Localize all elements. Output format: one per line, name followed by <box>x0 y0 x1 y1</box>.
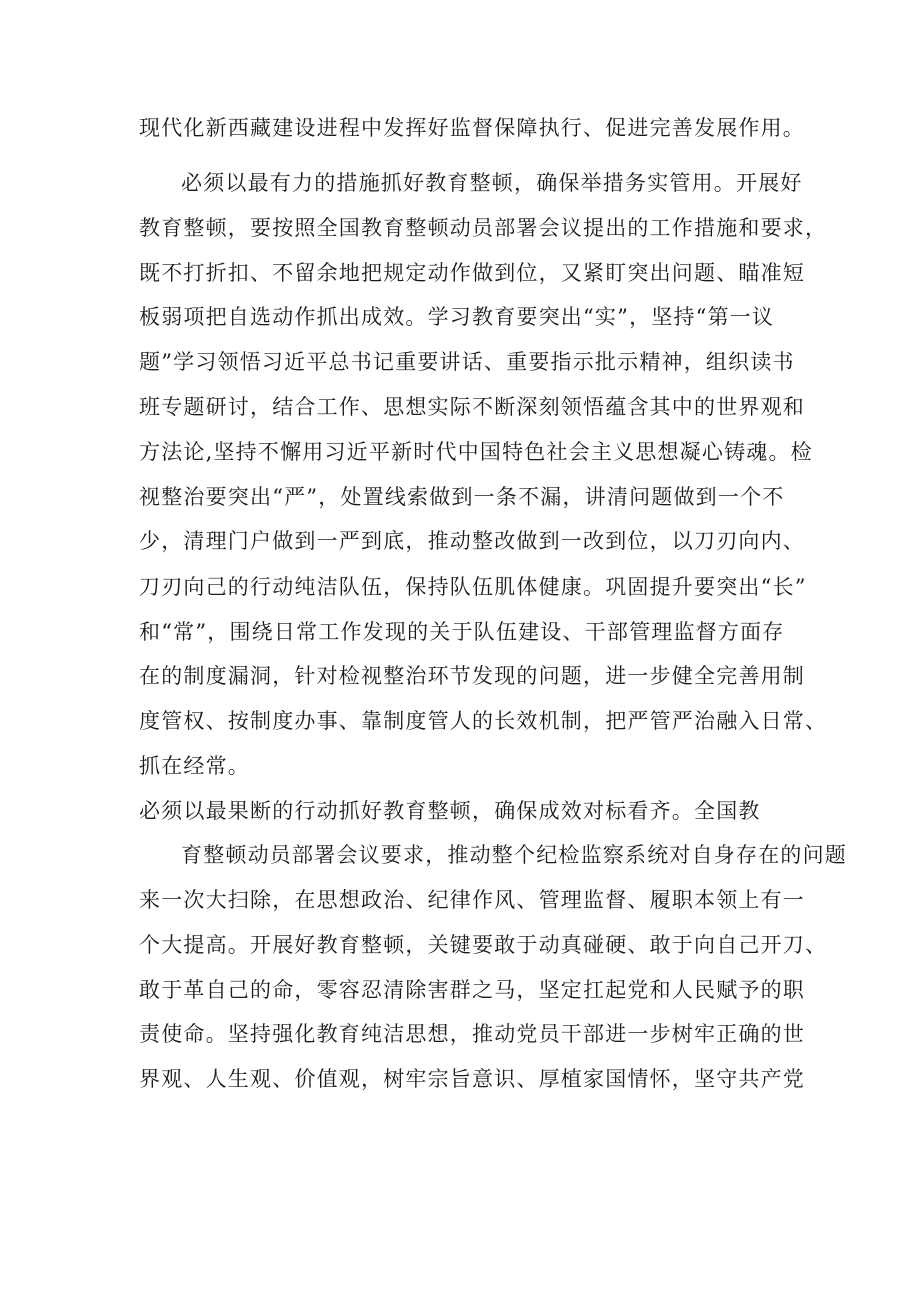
text-line: 责使命。坚持强化教育纯洁思想，推动党员干部进一步树牢正确的世 <box>139 1022 805 1046</box>
text-line: 视整治要突出“严”，处置线索做到一条不漏，讲清问题做到一个不 <box>139 485 785 509</box>
text-line: 必须以最果断的行动抓好教育整顿，确保成效对标看齐。全国教 <box>139 799 761 823</box>
text-line: 教育整顿，要按照全国教育整顿动员部署会议提出的工作措施和要求， <box>139 216 828 240</box>
text-line: 刀刃向己的行动纯洁队伍，保持队伍肌体健康。巩固提升要突出“长” <box>139 575 807 599</box>
text-line: 抓在经常。 <box>139 754 250 778</box>
text-line: 度管权、按制度办事、靠制度管人的长效机制，把严管严治融入日常、 <box>139 709 828 733</box>
text-line: 少，清理门户做到一严到底，推动整改做到一改到位，以刀刃向内、 <box>139 529 805 553</box>
text-line: 敢于革自己的命，零容忍清除害群之马，坚定扛起党和人民赋予的职 <box>139 978 805 1002</box>
text-line: 界观、人生观、价值观，树牢宗旨意识、厚植家国情怀，坚守共产党 <box>139 1067 805 1091</box>
text-line: 题”学习领悟习近平总书记重要讲话、重要指示批示精神，组织读书 <box>139 350 795 374</box>
text-line: 班专题研讨，结合工作、思想实际不断深刻领悟蕴含其中的世界观和 <box>139 395 805 419</box>
text-line: 在的制度漏洞，针对检视整治环节发现的问题，进一步健全完善用制 <box>139 664 805 688</box>
paragraph-start-line: 育整顿动员部署会议要求，推动整个纪检监察系统对自身存在的问题 <box>181 843 847 867</box>
text-line: 现代化新西藏建设进程中发挥好监督保障执行、促进完善发展作用。 <box>139 116 805 140</box>
text-line: 和“常”，围绕日常工作发现的关于队伍建设、干部管理监督方面存 <box>139 620 785 644</box>
text-line: 来一次大扫除，在思想政治、纪律作风、管理监督、履职本领上有一 <box>139 888 805 912</box>
paragraph-start-line: 必须以最有力的措施抓好教育整顿，确保举措务实管用。开展好 <box>181 171 803 195</box>
text-line: 方法论,坚持不懈用习近平新时代中国特色社会主义思想凝心铸魂。检 <box>139 440 813 464</box>
text-line: 个大提高。开展好教育整顿，关键要敢于动真碰硬、敢于向自己开刀、 <box>139 933 828 957</box>
text-line: 板弱项把自选动作抓出成效。学习教育要突出“实”，坚持“第一议 <box>139 305 775 329</box>
text-line: 既不打折扣、不留余地把规定动作做到位，又紧盯突出问题、瞄准短 <box>139 261 805 285</box>
